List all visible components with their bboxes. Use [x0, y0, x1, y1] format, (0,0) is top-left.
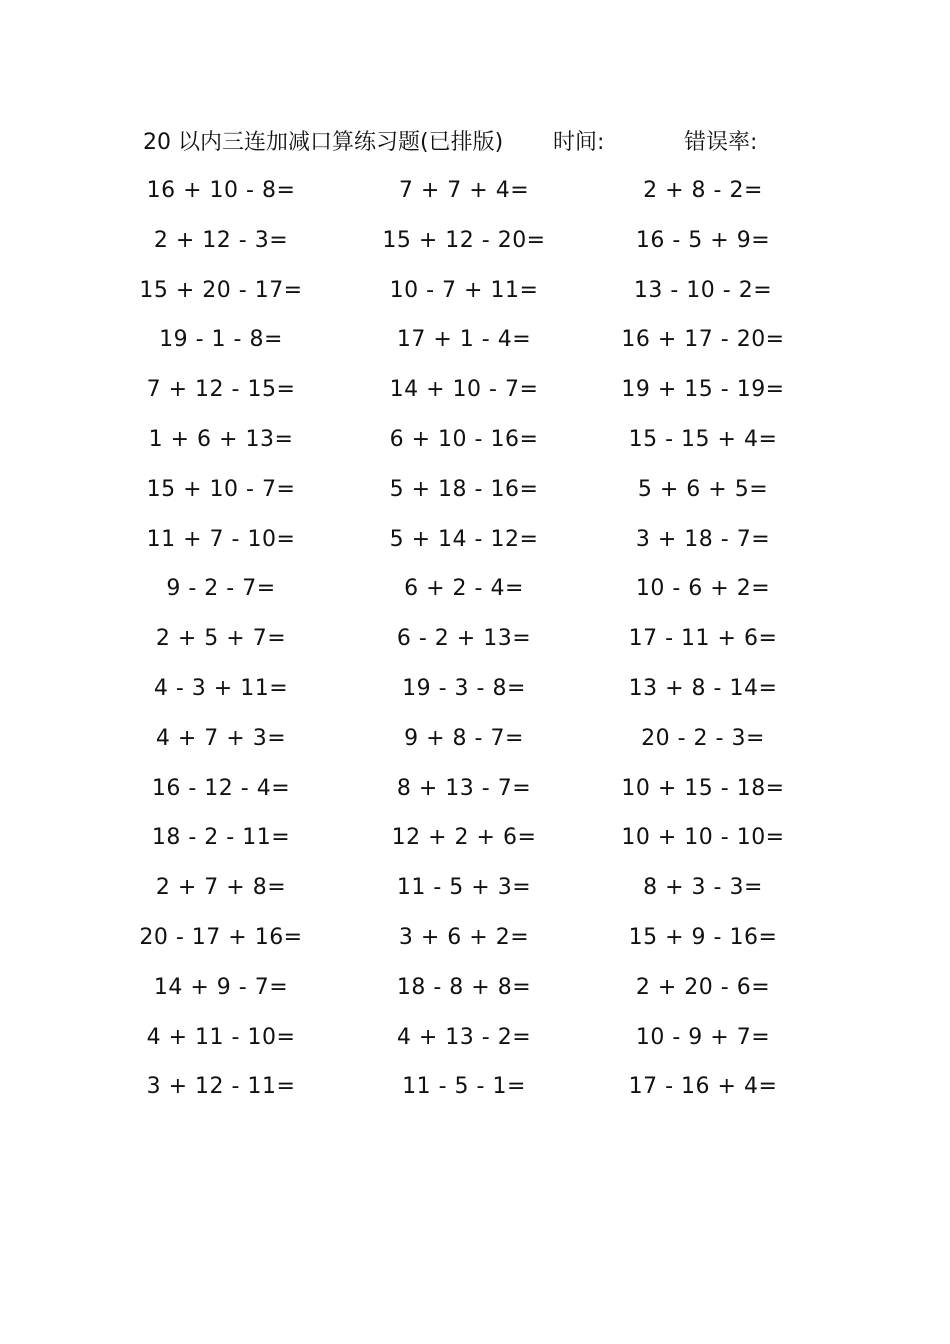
problem-item: 4 + 7 + 3=: [155, 725, 287, 751]
problem-row: [136, 670, 796, 720]
problem-item: 11 - 5 + 3=: [396, 875, 532, 901]
problem-item: 4 + 11 - 10=: [146, 1024, 296, 1050]
problem-item: 18 - 2 - 11=: [151, 825, 291, 851]
problem-item: 13 + 8 - 14=: [628, 675, 778, 701]
problem-item: 7 + 12 - 15=: [146, 377, 296, 403]
problem-item: 17 - 11 + 6=: [628, 626, 778, 652]
problem-item: 14 + 9 - 7=: [153, 974, 289, 1000]
problem-item: 15 + 10 - 7=: [146, 476, 296, 502]
problem-item: 9 + 8 - 7=: [404, 725, 524, 751]
problem-item: 16 - 12 - 4=: [151, 775, 291, 801]
problem-item: 5 + 6 + 5=: [637, 476, 769, 502]
problem-item: 17 - 16 + 4=: [628, 1074, 778, 1100]
problem-item: 10 + 10 - 10=: [621, 825, 785, 851]
problem-item: 7 + 7 + 4=: [398, 178, 530, 203]
problem-item: 19 - 1 - 8=: [159, 327, 283, 353]
error-rate-label: 错误率:: [684, 130, 758, 155]
problem-item: 4 + 13 - 2=: [396, 1024, 532, 1050]
problem-item: 18 - 8 + 8=: [396, 974, 532, 1000]
problem-item: 10 - 9 + 7=: [635, 1024, 771, 1050]
problem-row: [136, 770, 796, 820]
problem-item: 2 + 7 + 8=: [155, 875, 287, 901]
problem-row: [136, 1019, 796, 1069]
problem-item: 4 - 3 + 11=: [153, 675, 289, 701]
problem-item: 11 - 5 - 1=: [402, 1074, 526, 1100]
problem-item: 16 - 5 + 9=: [635, 227, 771, 253]
problem-item: 3 + 18 - 7=: [635, 526, 771, 552]
problem-item: 16 + 17 - 20=: [621, 327, 785, 353]
problem-item: 15 - 15 + 4=: [628, 426, 778, 452]
problem-item: 10 - 7 + 11=: [389, 277, 539, 303]
problem-row: [136, 570, 796, 620]
problem-item: 2 + 8 - 2=: [643, 178, 763, 203]
problem-item: 8 + 13 - 7=: [396, 775, 532, 801]
problem-item: 19 + 15 - 19=: [621, 377, 785, 403]
problem-row: [136, 371, 796, 421]
problem-item: 20 - 2 - 3=: [641, 725, 765, 751]
problem-item: 19 - 3 - 8=: [402, 675, 526, 701]
problem-item: 3 + 6 + 2=: [398, 924, 530, 950]
problem-item: 16 + 10 - 8=: [146, 178, 296, 203]
problem-item: 6 + 10 - 16=: [389, 426, 539, 452]
worksheet-title: 20 以内三连加减口算练习题(已排版): [143, 130, 504, 155]
problem-item: 3 + 12 - 11=: [146, 1074, 296, 1100]
problem-row: [136, 869, 796, 919]
problem-item: 2 + 12 - 3=: [153, 227, 289, 253]
problem-row: [136, 720, 796, 770]
problem-item: 5 + 18 - 16=: [389, 476, 539, 502]
problem-item: 6 - 2 + 13=: [396, 626, 532, 652]
problem-row: [136, 172, 796, 222]
time-label: 时间:: [553, 130, 605, 155]
problem-item: 6 + 2 - 4=: [404, 576, 524, 602]
problem-row: [136, 222, 796, 272]
problem-row: [136, 521, 796, 571]
problem-row: [136, 819, 796, 869]
problem-row: [136, 1068, 796, 1118]
problem-row: [136, 620, 796, 670]
problem-item: 13 - 10 - 2=: [633, 277, 773, 303]
problem-row: [136, 421, 796, 471]
problem-item: 17 + 1 - 4=: [396, 327, 532, 353]
problem-item: 15 + 9 - 16=: [628, 924, 778, 950]
problem-item: 9 - 2 - 7=: [166, 576, 276, 602]
problem-row: [136, 919, 796, 969]
problem-row: [136, 969, 796, 1019]
worksheet-header: [143, 126, 803, 160]
problem-row: [136, 471, 796, 521]
problem-item: 8 + 3 - 3=: [643, 875, 763, 901]
problem-item: 2 + 5 + 7=: [155, 626, 287, 652]
problem-item: 2 + 20 - 6=: [635, 974, 771, 1000]
problem-row: [136, 321, 796, 371]
problem-item: 1 + 6 + 13=: [148, 426, 294, 452]
problem-item: 20 - 17 + 16=: [139, 924, 303, 950]
problem-item: 12 + 2 + 6=: [391, 825, 537, 851]
problem-item: 15 + 12 - 20=: [382, 227, 546, 253]
problem-grid: [136, 172, 796, 1118]
problem-item: 10 - 6 + 2=: [635, 576, 771, 602]
problem-item: 10 + 15 - 18=: [621, 775, 785, 801]
problem-item: 15 + 20 - 17=: [139, 277, 303, 303]
problem-row: [136, 272, 796, 322]
problem-item: 11 + 7 - 10=: [146, 526, 296, 552]
problem-item: 14 + 10 - 7=: [389, 377, 539, 403]
problem-item: 5 + 14 - 12=: [389, 526, 539, 552]
